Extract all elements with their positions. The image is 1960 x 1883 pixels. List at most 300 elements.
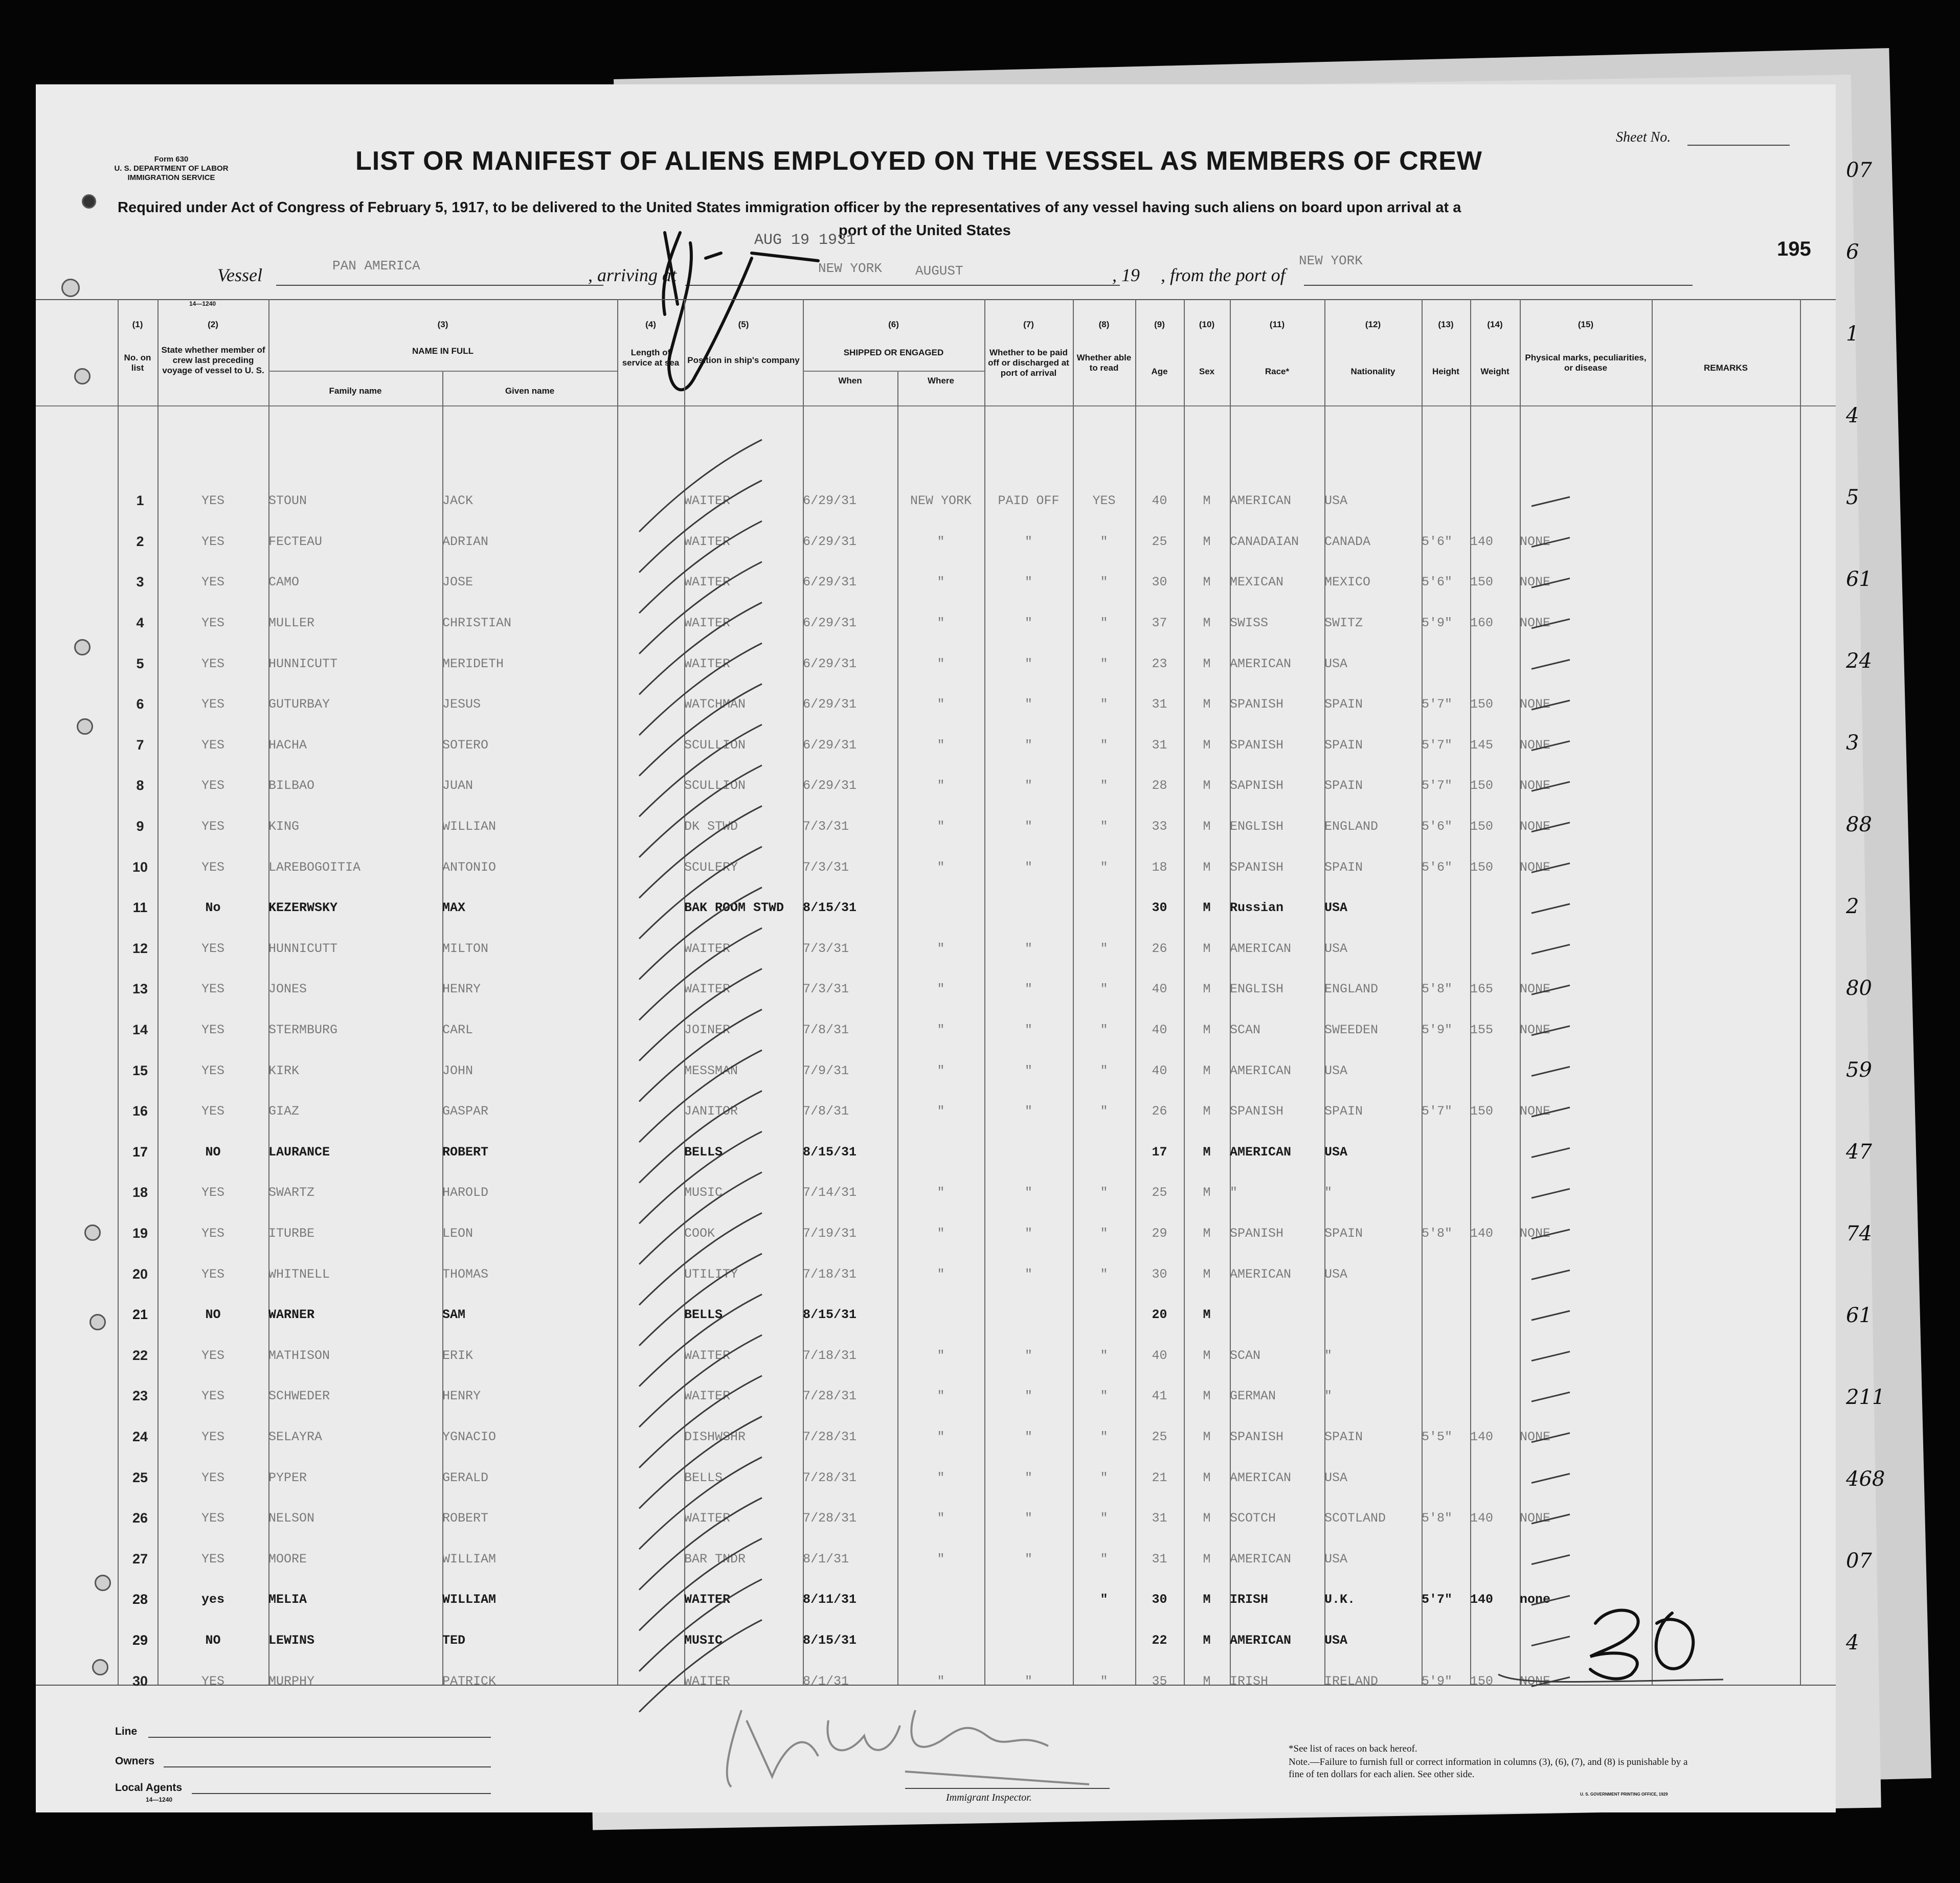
shipped-where: " xyxy=(937,819,945,834)
physical-marks: NONE xyxy=(1520,859,1551,875)
row-number: 22 xyxy=(132,1347,148,1363)
able-to-read: " xyxy=(1100,778,1108,793)
age: 40 xyxy=(1152,1348,1167,1363)
able-to-read: " xyxy=(1100,737,1108,753)
position: JOINER xyxy=(684,1023,731,1038)
family-name: BILBAO xyxy=(268,778,315,793)
nationality: " xyxy=(1324,1348,1333,1363)
footer-agents-code: 14—1240 xyxy=(146,1796,173,1803)
given-name: GERALD xyxy=(442,1470,489,1485)
marks-dash-stroke xyxy=(1531,1189,1570,1198)
marks-dash-stroke xyxy=(1531,1392,1570,1401)
able-to-read: " xyxy=(1100,1470,1108,1485)
weight: 150 xyxy=(1470,1673,1494,1689)
row-number: 23 xyxy=(132,1388,148,1404)
shipped-when: 7/28/31 xyxy=(803,1470,857,1485)
height: 5'6" xyxy=(1422,575,1453,590)
family-name: GIAZ xyxy=(268,1104,300,1119)
weight: 160 xyxy=(1470,616,1494,631)
nationality: SCOTLAND xyxy=(1324,1511,1386,1526)
given-name: JUAN xyxy=(442,778,474,793)
able-to-read: " xyxy=(1100,656,1108,671)
age: 40 xyxy=(1152,982,1167,997)
able-to-read: " xyxy=(1100,982,1108,997)
marks-dash-stroke xyxy=(1531,1473,1570,1483)
sex: M xyxy=(1203,900,1211,916)
paid-off: " xyxy=(1024,1511,1032,1526)
position: SCULLION xyxy=(684,737,746,753)
family-name: SCHWEDER xyxy=(268,1389,330,1404)
shipped-where: " xyxy=(937,982,945,997)
physical-marks: NONE xyxy=(1520,1104,1551,1119)
family-name: LAURANCE xyxy=(268,1144,330,1160)
physical-marks: NONE xyxy=(1520,737,1551,753)
height: 5'6" xyxy=(1422,859,1453,875)
able-to-read: " xyxy=(1100,616,1108,631)
shipped-where: " xyxy=(937,1023,945,1038)
position: MUSIC xyxy=(684,1185,723,1200)
nationality: USA xyxy=(1324,1470,1348,1485)
margin-number: 1 xyxy=(1846,322,1859,346)
marks-dash-stroke xyxy=(1531,823,1570,832)
footer-line-rule xyxy=(148,1737,491,1738)
marks-dash-stroke xyxy=(1531,1514,1570,1524)
able-to-read: " xyxy=(1100,1551,1108,1567)
position: WAITER xyxy=(684,616,731,631)
race: AMERICAN xyxy=(1230,941,1292,956)
age: 40 xyxy=(1152,1063,1167,1078)
row-number: 24 xyxy=(132,1428,148,1444)
physical-marks: NONE xyxy=(1520,778,1551,793)
position: WATCHMAN xyxy=(684,697,746,712)
sex: M xyxy=(1203,1673,1211,1689)
nationality: CANADA xyxy=(1324,534,1371,549)
col-header-name: NAME IN FULL xyxy=(412,346,474,356)
nationality: SPAIN xyxy=(1324,1429,1363,1444)
marks-dash-stroke xyxy=(1531,1148,1570,1158)
able-to-read: " xyxy=(1100,1673,1108,1689)
shipped-when: 7/3/31 xyxy=(803,982,849,997)
year-label: , 19 xyxy=(1112,265,1140,285)
able-to-read: " xyxy=(1100,941,1108,956)
prev-voyage: No xyxy=(205,900,221,916)
shipped-when: 8/15/31 xyxy=(803,1632,857,1648)
row-number: 1 xyxy=(136,493,144,509)
prev-voyage: YES xyxy=(201,1511,224,1526)
margin-number: 07 xyxy=(1846,1549,1872,1573)
marks-dash-stroke xyxy=(1531,1067,1570,1076)
sex: M xyxy=(1203,1389,1211,1404)
age: 28 xyxy=(1152,778,1167,793)
weight: 140 xyxy=(1470,1226,1494,1241)
nationality: USA xyxy=(1324,941,1348,956)
col-header-weight: Weight xyxy=(1480,367,1510,376)
age: 26 xyxy=(1152,1104,1167,1119)
nationality: SPAIN xyxy=(1324,697,1363,712)
marks-dash-stroke xyxy=(1531,660,1570,669)
marks-dash-stroke xyxy=(1531,1637,1570,1646)
given-name: ROBERT xyxy=(442,1511,489,1526)
col-num: (15) xyxy=(1578,320,1594,329)
shipped-when: 7/18/31 xyxy=(803,1348,857,1363)
given-name: ERIK xyxy=(442,1348,474,1363)
family-name: CAMO xyxy=(268,575,300,590)
margin-number: 6 xyxy=(1846,240,1859,264)
age: 17 xyxy=(1152,1144,1167,1160)
shipped-when: 8/15/31 xyxy=(803,900,857,916)
punch-hole xyxy=(92,1659,108,1675)
height: 5'7" xyxy=(1422,697,1453,712)
row-number: 9 xyxy=(136,819,144,834)
shipped-when: 6/29/31 xyxy=(803,616,857,631)
given-name: JESUS xyxy=(442,697,481,712)
row-number: 2 xyxy=(136,533,144,549)
paid-off: " xyxy=(1024,697,1032,712)
form-number: Form 630 xyxy=(154,155,189,164)
row-number: 15 xyxy=(132,1062,148,1078)
col-num: (7) xyxy=(1023,320,1034,329)
nationality: SPAIN xyxy=(1324,778,1363,793)
weight: 150 xyxy=(1470,697,1494,712)
able-to-read: " xyxy=(1100,1063,1108,1078)
prev-voyage: YES xyxy=(201,1429,224,1444)
col-header-position: Position in ship's company xyxy=(687,355,800,365)
vessel-label: Vessel xyxy=(217,265,262,285)
race: AMERICAN xyxy=(1230,1266,1292,1282)
footer-line-label: Line xyxy=(115,1726,138,1737)
margin-number: 5 xyxy=(1846,486,1859,509)
race: AMERICAN xyxy=(1230,1063,1292,1078)
position: WAITER xyxy=(684,982,731,997)
row-number: 26 xyxy=(132,1510,148,1526)
prev-voyage: YES xyxy=(201,493,224,509)
page-title: LIST OR MANIFEST OF ALIENS EMPLOYED ON THE VESSEL AS MEMBERS OF CREW xyxy=(355,146,1482,176)
nationality: USA xyxy=(1324,1063,1348,1078)
col-header-paid: Whether to be paid off or discharged at port of arrival xyxy=(988,348,1069,378)
nationality: IRELAND xyxy=(1324,1673,1379,1689)
row-number: 16 xyxy=(132,1103,148,1119)
shipped-where: " xyxy=(937,737,945,753)
sex: M xyxy=(1203,1632,1211,1648)
note-races: *See list of races on back hereof. xyxy=(1289,1743,1417,1754)
age: 30 xyxy=(1152,575,1167,590)
margin-number: 47 xyxy=(1846,1140,1872,1164)
shipped-where: " xyxy=(937,1266,945,1282)
given-name: THOMAS xyxy=(442,1266,489,1282)
race: " xyxy=(1230,1185,1238,1200)
able-to-read: " xyxy=(1100,1592,1108,1607)
service: IMMIGRATION SERVICE xyxy=(127,173,215,182)
able-to-read: " xyxy=(1100,575,1108,590)
given-name: GASPAR xyxy=(442,1104,489,1119)
col-num: (14) xyxy=(1487,320,1503,329)
given-name: JOSE xyxy=(442,575,474,590)
col-header-prev: State whether member of crew last preceding voyage of vessel to U. S. xyxy=(161,345,265,375)
given-name: ANTONIO xyxy=(442,859,497,875)
punch-hole xyxy=(82,194,96,209)
race: AMERICAN xyxy=(1230,1632,1292,1648)
given-name: WILLIAM xyxy=(442,1551,497,1567)
shipped-when: 8/1/31 xyxy=(803,1551,849,1567)
note-text: Note.—Failure to furnish full or correct information in columns (3), (6), (7), and (8) is punishable by a fine of ten dollars for each alien. See other side. xyxy=(1289,1757,1688,1780)
col-header-remarks: REMARKS xyxy=(1704,363,1748,373)
col-num: (4) xyxy=(645,320,656,329)
given-name: WILLIAN xyxy=(442,819,497,834)
position: SCULLION xyxy=(684,778,746,793)
prev-voyage: NO xyxy=(205,1632,221,1648)
sex: M xyxy=(1203,1023,1211,1038)
shipped-when: 6/29/31 xyxy=(803,534,857,549)
shipped-when: 6/29/31 xyxy=(803,493,857,509)
height: 5'9" xyxy=(1422,1673,1453,1689)
position: DK STWD xyxy=(684,819,738,834)
given-name: PATRICK xyxy=(442,1673,497,1689)
age: 22 xyxy=(1152,1632,1167,1648)
family-name: KING xyxy=(268,819,300,834)
sex: M xyxy=(1203,1144,1211,1160)
row-number: 18 xyxy=(132,1185,148,1200)
age: 25 xyxy=(1152,1429,1167,1444)
row-number: 17 xyxy=(132,1144,148,1160)
shipped-where: " xyxy=(937,941,945,956)
date-value: AUGUST xyxy=(915,263,963,279)
marks-dash-stroke xyxy=(1531,1230,1570,1239)
position: WAITER xyxy=(684,493,731,509)
able-to-read: " xyxy=(1100,1429,1108,1444)
able-to-read: " xyxy=(1100,1266,1108,1282)
shipped-where: " xyxy=(937,1551,945,1567)
height: 5'9" xyxy=(1422,616,1453,631)
col-num: (3) xyxy=(437,320,448,329)
shipped-where: " xyxy=(937,859,945,875)
shipped-when: 7/3/31 xyxy=(803,819,849,834)
race: SCOTCH xyxy=(1230,1511,1276,1526)
race: IRISH xyxy=(1230,1592,1269,1607)
family-name: GUTURBAY xyxy=(268,697,330,712)
nationality: MEXICO xyxy=(1324,575,1371,590)
family-name: MURPHY xyxy=(268,1673,315,1689)
margin-number: 2 xyxy=(1846,895,1859,918)
col-num: (2) xyxy=(208,320,218,329)
marks-dash-stroke xyxy=(1531,985,1570,994)
family-name: MOORE xyxy=(268,1551,307,1567)
physical-marks: NONE xyxy=(1520,697,1551,712)
row-number: 13 xyxy=(132,981,148,997)
marks-dash-stroke xyxy=(1531,1311,1570,1320)
nationality: USA xyxy=(1324,1632,1348,1648)
shipped-where: " xyxy=(937,1226,945,1241)
physical-marks: NONE xyxy=(1520,819,1551,834)
position: DISHWSHR xyxy=(684,1429,746,1444)
prev-voyage: YES xyxy=(201,778,224,793)
nationality: USA xyxy=(1324,493,1348,509)
subtitle: Required under Act of Congress of February 5, 1917, to be delivered to the United States immigration officer by the representatives of any vessel having such aliens on board upon arrival at a xyxy=(118,199,1461,216)
family-name: JONES xyxy=(268,982,307,997)
given-name: WILLIAM xyxy=(442,1592,497,1607)
row-number: 28 xyxy=(132,1592,148,1607)
shipped-when: 7/28/31 xyxy=(803,1511,857,1526)
able-to-read: YES xyxy=(1092,493,1116,509)
shipped-when: 7/14/31 xyxy=(803,1185,857,1200)
height: 5'7" xyxy=(1422,778,1453,793)
age: 33 xyxy=(1152,819,1167,834)
from-value: NEW YORK xyxy=(1299,253,1363,268)
shipped-when: 8/11/31 xyxy=(803,1592,857,1607)
shipped-when: 6/29/31 xyxy=(803,778,857,793)
inspector-label: Immigrant Inspector. xyxy=(946,1792,1032,1803)
age: 29 xyxy=(1152,1226,1167,1241)
height: 5'6" xyxy=(1422,534,1453,549)
sex: M xyxy=(1203,1063,1211,1078)
prev-voyage: YES xyxy=(201,1389,224,1404)
age: 37 xyxy=(1152,616,1167,631)
punch-hole xyxy=(74,639,91,655)
race: AMERICAN xyxy=(1230,656,1292,671)
row-number: 4 xyxy=(136,615,144,631)
given-name: TED xyxy=(442,1632,466,1648)
able-to-read: " xyxy=(1100,819,1108,834)
sex: M xyxy=(1203,493,1211,509)
prev-voyage: YES xyxy=(201,941,224,956)
prev-voyage: YES xyxy=(201,1226,224,1241)
race: Russian xyxy=(1230,900,1284,916)
position: WAITER xyxy=(684,534,731,549)
position: BELLS xyxy=(684,1307,723,1323)
weight: 150 xyxy=(1470,819,1494,834)
shipped-when: 7/28/31 xyxy=(803,1429,857,1444)
marks-dash-stroke xyxy=(1531,945,1570,954)
paid-off: " xyxy=(1024,1226,1032,1241)
prev-voyage: YES xyxy=(201,1551,224,1567)
weight: 140 xyxy=(1470,1429,1494,1444)
inspector-rule xyxy=(905,1788,1110,1789)
family-name: HACHA xyxy=(268,737,307,753)
col-header-race: Race* xyxy=(1265,367,1290,376)
shipped-when: 7/8/31 xyxy=(803,1104,849,1119)
nationality: USA xyxy=(1324,656,1348,671)
paid-off: " xyxy=(1024,1348,1032,1363)
height: 5'7" xyxy=(1422,737,1453,753)
physical-marks: NONE xyxy=(1520,1226,1551,1241)
position: WAITER xyxy=(684,941,731,956)
prev-voyage: YES xyxy=(201,1104,224,1119)
prev-voyage: YES xyxy=(201,737,224,753)
punch-hole xyxy=(77,718,93,735)
age: 30 xyxy=(1152,900,1167,916)
family-name: SELAYRA xyxy=(268,1429,323,1444)
col-num: (5) xyxy=(738,320,749,329)
position: BELLS xyxy=(684,1144,723,1160)
physical-marks: NONE xyxy=(1520,616,1551,631)
race: ENGLISH xyxy=(1230,819,1284,834)
age: 25 xyxy=(1152,534,1167,549)
race: SPANISH xyxy=(1230,1429,1284,1444)
family-name: SWARTZ xyxy=(268,1185,315,1200)
col-header-sex: Sex xyxy=(1199,367,1215,376)
paid-off: " xyxy=(1024,1185,1032,1200)
nationality: USA xyxy=(1324,900,1348,916)
prev-voyage: YES xyxy=(201,656,224,671)
prev-voyage: YES xyxy=(201,1348,224,1363)
shipped-when: 7/8/31 xyxy=(803,1023,849,1038)
paid-off: " xyxy=(1024,1429,1032,1444)
race: SPANISH xyxy=(1230,737,1284,753)
margin-number: 61 xyxy=(1846,1304,1872,1327)
position: BAK ROOM STWD xyxy=(684,900,784,916)
prev-voyage: YES xyxy=(201,982,224,997)
shipped-when: 6/29/31 xyxy=(803,656,857,671)
nationality: U.K. xyxy=(1324,1592,1356,1607)
nationality: SPAIN xyxy=(1324,859,1363,875)
paid-off: " xyxy=(1024,941,1032,956)
shipped-when: 8/15/31 xyxy=(803,1144,857,1160)
given-name: CARL xyxy=(442,1023,474,1038)
col-header-family: Family name xyxy=(329,386,382,396)
sex: M xyxy=(1203,616,1211,631)
race: SPANISH xyxy=(1230,697,1284,712)
race: AMERICAN xyxy=(1230,1551,1292,1567)
shipped-where: " xyxy=(937,1673,945,1689)
paid-off: " xyxy=(1024,575,1032,590)
given-name: MILTON xyxy=(442,941,489,956)
age: 26 xyxy=(1152,941,1167,956)
sex: M xyxy=(1203,1429,1211,1444)
margin-number: 4 xyxy=(1846,404,1859,427)
arriving-value: NEW YORK xyxy=(818,261,882,276)
prev-voyage: NO xyxy=(205,1307,221,1323)
punch-hole xyxy=(84,1224,101,1241)
weight: 150 xyxy=(1470,778,1494,793)
vessel-value: PAN AMERICA xyxy=(332,258,420,274)
marks-dash-stroke xyxy=(1531,619,1570,628)
shipped-when: 8/15/31 xyxy=(803,1307,857,1323)
sex: M xyxy=(1203,1592,1211,1607)
shipped-when: 7/18/31 xyxy=(803,1266,857,1282)
marks-dash-stroke xyxy=(1531,700,1570,710)
marks-dash-stroke xyxy=(1531,1270,1570,1279)
position: WAITER xyxy=(684,1511,731,1526)
age: 21 xyxy=(1152,1470,1167,1485)
marks-dash-stroke xyxy=(1531,1352,1570,1361)
shipped-where: " xyxy=(937,1429,945,1444)
marks-dash-stroke xyxy=(1531,578,1570,587)
shipped-where: " xyxy=(937,575,945,590)
given-name: ADRIAN xyxy=(442,534,489,549)
family-name: PYPER xyxy=(268,1470,307,1485)
paid-off: " xyxy=(1024,1023,1032,1038)
height: 5'8" xyxy=(1422,982,1453,997)
race: AMERICAN xyxy=(1230,1144,1292,1160)
sex: M xyxy=(1203,778,1211,793)
weight: 140 xyxy=(1470,1511,1494,1526)
sex: M xyxy=(1203,1470,1211,1485)
marks-dash-stroke xyxy=(1531,1433,1570,1442)
position: WAITER xyxy=(684,1673,731,1689)
paid-off: " xyxy=(1024,1551,1032,1567)
footer-agents-label: Local Agents xyxy=(115,1782,183,1794)
height: 5'8" xyxy=(1422,1226,1453,1241)
marks-dash-stroke xyxy=(1531,1555,1570,1564)
nationality: " xyxy=(1324,1389,1333,1404)
shipped-when: 8/1/31 xyxy=(803,1673,849,1689)
able-to-read: " xyxy=(1100,1023,1108,1038)
row-number: 10 xyxy=(132,859,148,875)
position: BELLS xyxy=(684,1470,723,1485)
weight: 150 xyxy=(1470,859,1494,875)
given-name: MAX xyxy=(442,900,466,916)
able-to-read: " xyxy=(1100,1348,1108,1363)
position: BAR TNDR xyxy=(684,1551,746,1567)
